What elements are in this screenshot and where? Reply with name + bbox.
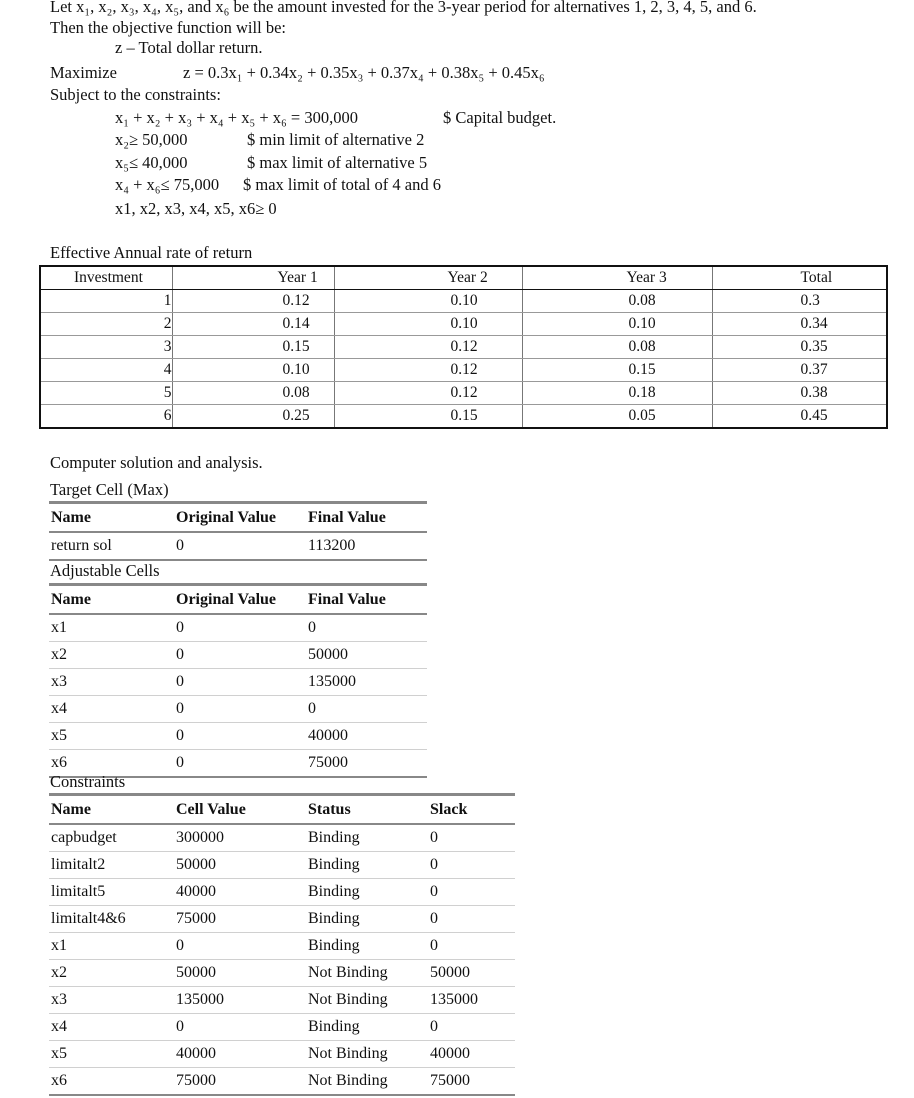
table-row [49,532,427,560]
header-name: Name [49,585,174,615]
solution-heading: Computer solution and analysis. [50,453,263,472]
cell-original-value: 0 [174,750,306,778]
cell-slack: 0 [428,824,515,852]
returns-header-row [40,266,887,290]
cell-slack: 0 [428,879,515,906]
cell-name: x3 [49,669,174,696]
cell-year-2: 0.10 [334,313,522,336]
cell-value: 135000 [174,987,306,1014]
header-original-value: Original Value [174,585,306,615]
cell-total: 0.38 [712,382,887,405]
cell-investment: 3 [40,336,172,359]
table-row [49,723,427,750]
cell-year-1: 0.08 [172,382,334,405]
objective-function: z = 0.3x₁ + 0.34x₂ + 0.35x₃ + 0.37x₄ + 0.38x₅ + 0.45x₆ [183,63,545,82]
cell-status: Binding [306,1014,428,1041]
adjustable-cells-label: Adjustable Cells [50,561,160,580]
cell-status: Not Binding [306,960,428,987]
cell-name: x5 [49,723,174,750]
header-final-value: Final Value [306,503,427,533]
header-final-value: Final Value [306,585,427,615]
cell-value: 50000 [174,960,306,987]
cell-year-1: 0.10 [172,359,334,382]
cell-value: 50000 [174,852,306,879]
cell-slack: 0 [428,933,515,960]
cell-year-2: 0.12 [334,359,522,382]
cell-final-value: 40000 [306,723,427,750]
cell-name: limitalt5 [49,879,174,906]
cell-year-2: 0.10 [334,290,522,313]
cell-year-3: 0.18 [522,382,712,405]
constraints-header-row [49,795,515,825]
cell-final-value: 50000 [306,642,427,669]
table-row [40,382,887,405]
table-row [40,405,887,429]
cell-total: 0.3 [712,290,887,313]
table-row [40,313,887,336]
cell-status: Not Binding [306,987,428,1014]
cell-name: x4 [49,696,174,723]
header-slack: Slack [428,795,515,825]
header-investment: Investment [40,266,172,290]
cell-name: x2 [49,960,174,987]
table-row [49,1041,515,1068]
cell-year-2: 0.15 [334,405,522,429]
header-year-2: Year 2 [334,266,522,290]
cell-year-1: 0.12 [172,290,334,313]
cell-final-value: 113200 [306,532,427,560]
cell-total: 0.35 [712,336,887,359]
cell-name: capbudget [49,824,174,852]
cell-final-value: 0 [306,614,427,642]
cell-name: return sol [49,532,174,560]
cell-year-2: 0.12 [334,382,522,405]
cell-slack: 0 [428,906,515,933]
cell-year-2: 0.12 [334,336,522,359]
subject-to-label: Subject to the constraints: [50,85,221,104]
cell-final-value: 75000 [306,750,427,778]
cell-name: limitalt2 [49,852,174,879]
cell-original-value: 0 [174,642,306,669]
table-row [40,359,887,382]
cell-year-3: 0.08 [522,290,712,313]
table-row [49,669,427,696]
intro-line-2: Then the objective function will be: [50,18,286,37]
constraints-label: Constraints [50,772,126,791]
cell-original-value: 0 [174,696,306,723]
cell-original-value: 0 [174,669,306,696]
table-row [49,824,515,852]
cell-slack: 40000 [428,1041,515,1068]
constraint-expr: x₄ + x₆≤ 75,000 [115,175,220,194]
cell-status: Binding [306,906,428,933]
table-row [49,879,515,906]
cell-year-3: 0.05 [522,405,712,429]
header-original-value: Original Value [174,503,306,533]
cell-value: 75000 [174,1068,306,1096]
table-row [49,906,515,933]
target-header-row [49,503,427,533]
constraint-note: $ Capital budget. [443,108,557,127]
cell-value: 0 [174,1014,306,1041]
cell-investment: 4 [40,359,172,382]
table-row [49,852,515,879]
cell-status: Binding [306,824,428,852]
cell-final-value: 0 [306,696,427,723]
cell-investment: 2 [40,313,172,336]
constraints-table [49,793,515,1096]
cell-year-3: 0.08 [522,336,712,359]
cell-name: x6 [49,750,174,778]
cell-name: x1 [49,933,174,960]
cell-investment: 6 [40,405,172,429]
cell-investment: 5 [40,382,172,405]
cell-name: limitalt4&6 [49,906,174,933]
cell-status: Binding [306,852,428,879]
cell-status: Not Binding [306,1068,428,1096]
constraint-expr: x₂≥ 50,000 [115,130,188,149]
cell-value: 40000 [174,879,306,906]
constraint-expr: x1, x2, x3, x4, x5, x6≥ 0 [115,199,277,218]
cell-value: 0 [174,933,306,960]
cell-name: x3 [49,987,174,1014]
table-row [49,1014,515,1041]
cell-name: x4 [49,1014,174,1041]
target-cell-label: Target Cell (Max) [50,480,169,499]
cell-slack: 50000 [428,960,515,987]
table-row [49,642,427,669]
adjustable-header-row [49,585,427,615]
constraint-note: $ min limit of alternative 2 [247,130,425,149]
intro-line-1: Let x₁, x₂, x₃, x₄, x₅, and x₆ be the amount invested for the 3-year period for alternatives 1, 2, 3, 4, 5, and 6. [50,0,757,16]
cell-year-3: 0.10 [522,313,712,336]
intro-line-3: z – Total dollar return. [115,38,263,57]
cell-year-3: 0.15 [522,359,712,382]
returns-table [39,265,888,429]
cell-slack: 75000 [428,1068,515,1096]
cell-original-value: 0 [174,614,306,642]
constraint-expr: x₁ + x₂ + x₃ + x₄ + x₅ + x₆ = 300,000 [115,108,358,127]
target-cell-table [49,501,427,561]
cell-year-1: 0.25 [172,405,334,429]
maximize-label: Maximize [50,63,117,82]
cell-slack: 0 [428,852,515,879]
constraint-expr: x₅≤ 40,000 [115,153,188,172]
cell-total: 0.45 [712,405,887,429]
header-year-1: Year 1 [172,266,334,290]
cell-status: Binding [306,933,428,960]
header-status: Status [306,795,428,825]
table-row [40,290,887,313]
cell-status: Binding [306,879,428,906]
cell-original-value: 0 [174,532,306,560]
cell-total: 0.34 [712,313,887,336]
cell-total: 0.37 [712,359,887,382]
table-row [49,960,515,987]
constraint-note: $ max limit of alternative 5 [247,153,428,172]
table-row [49,933,515,960]
header-name: Name [49,795,174,825]
table-row [49,1068,515,1096]
table-row [49,696,427,723]
cell-name: x1 [49,614,174,642]
cell-value: 300000 [174,824,306,852]
adjustable-cells-table [49,583,427,778]
cell-value: 40000 [174,1041,306,1068]
cell-value: 75000 [174,906,306,933]
header-cell-value: Cell Value [174,795,306,825]
cell-year-1: 0.15 [172,336,334,359]
table-row [49,614,427,642]
constraint-note: $ max limit of total of 4 and 6 [243,175,441,194]
cell-investment: 1 [40,290,172,313]
cell-slack: 135000 [428,987,515,1014]
cell-final-value: 135000 [306,669,427,696]
cell-original-value: 0 [174,723,306,750]
cell-name: x2 [49,642,174,669]
cell-year-1: 0.14 [172,313,334,336]
returns-table-caption: Effective Annual rate of return [50,243,253,262]
cell-slack: 0 [428,1014,515,1041]
cell-name: x5 [49,1041,174,1068]
header-name: Name [49,503,174,533]
header-total: Total [712,266,887,290]
table-row [49,987,515,1014]
cell-name: x6 [49,1068,174,1096]
cell-status: Not Binding [306,1041,428,1068]
table-row [40,336,887,359]
header-year-3: Year 3 [522,266,712,290]
